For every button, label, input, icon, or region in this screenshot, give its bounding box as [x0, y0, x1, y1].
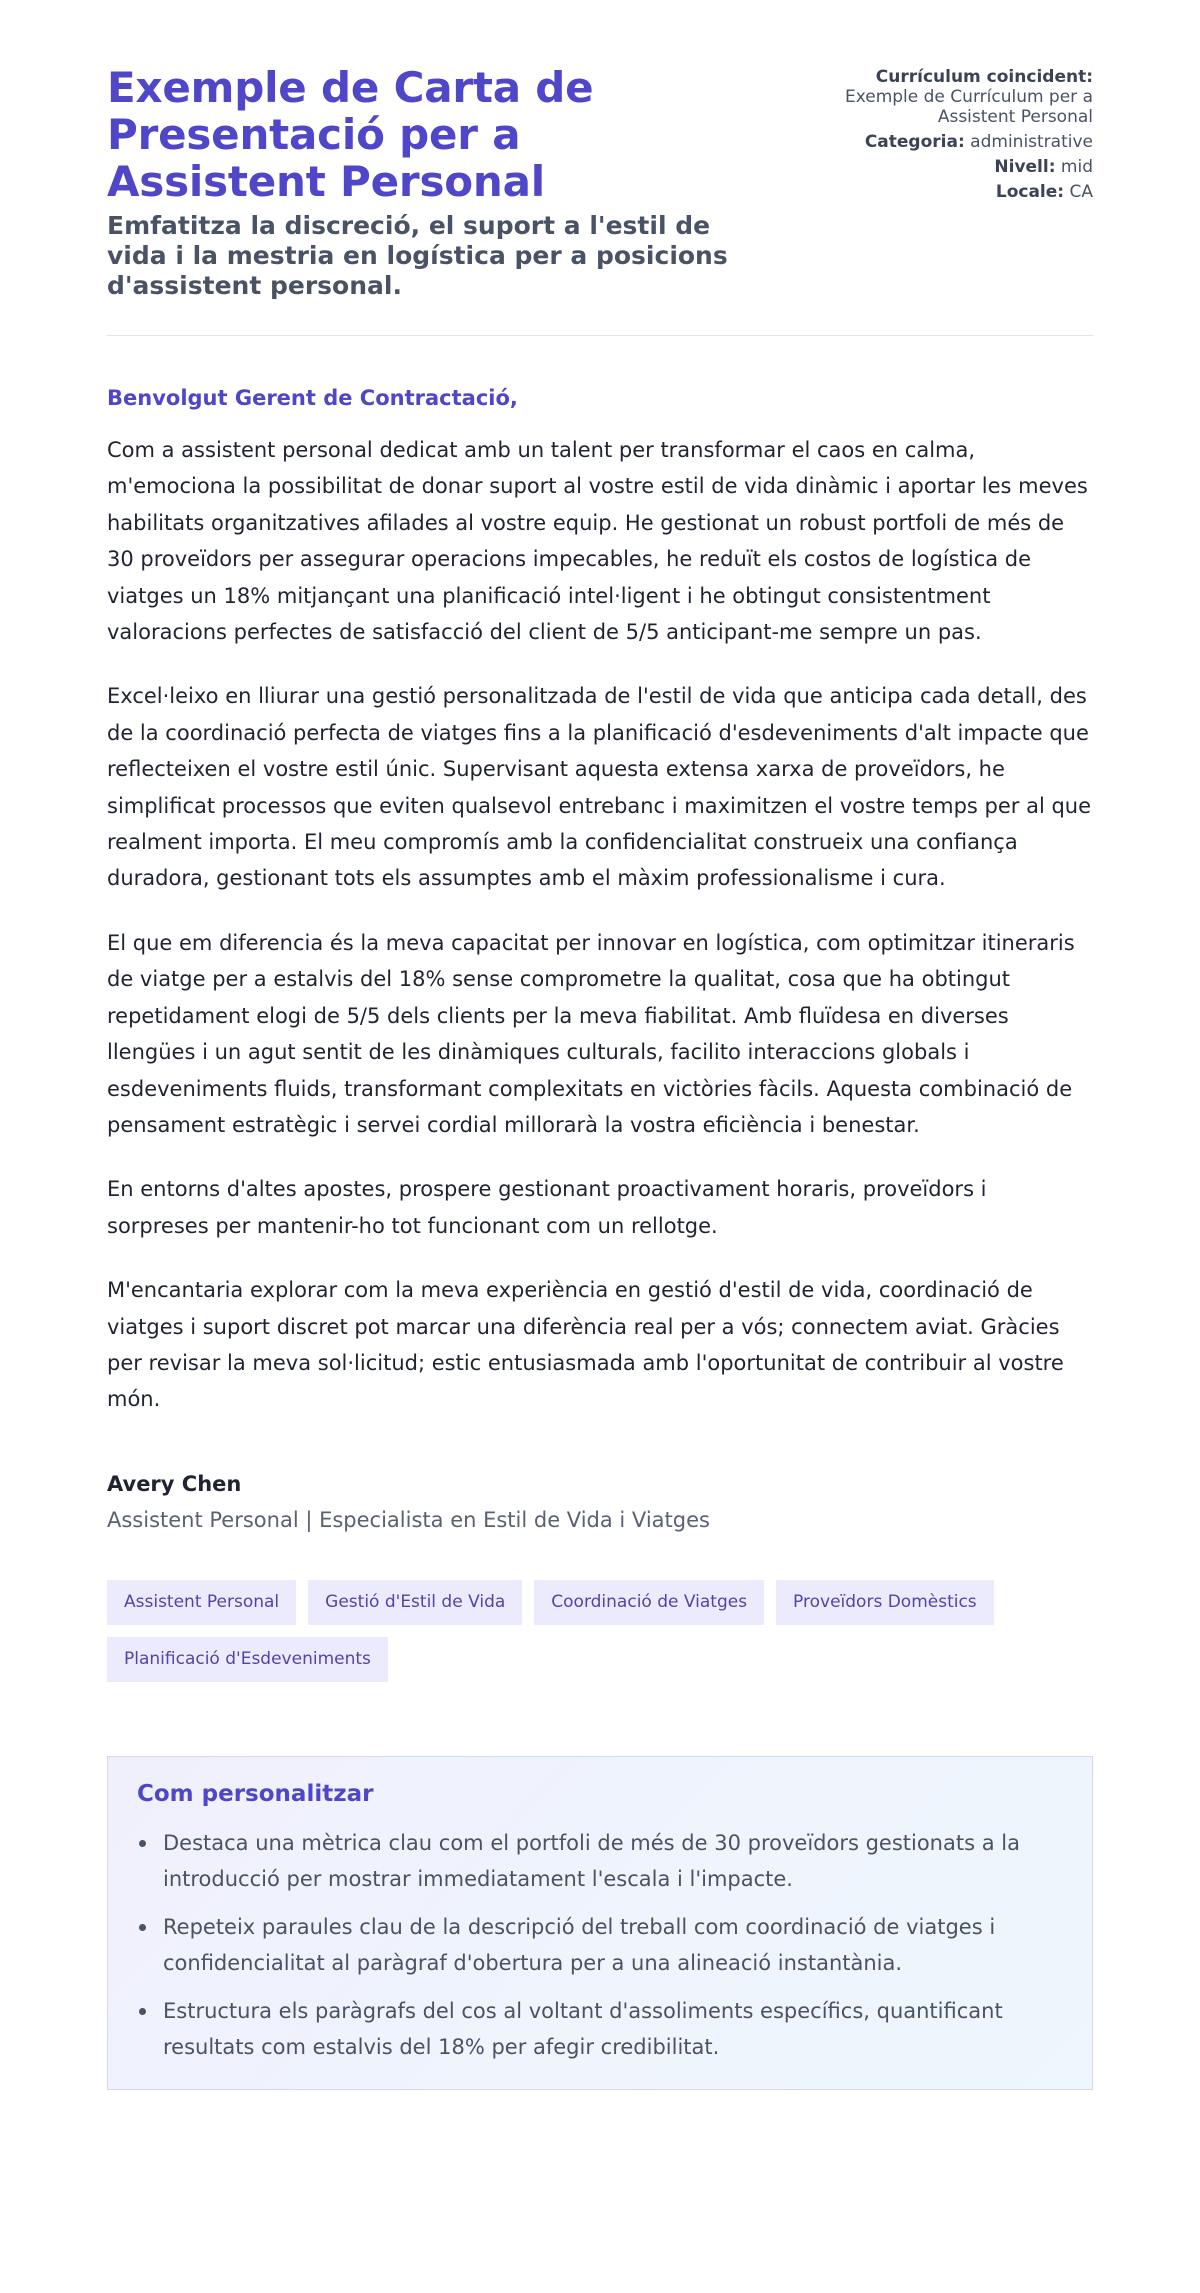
skill-tag: Assistent Personal — [107, 1580, 296, 1625]
page-header — [107, 64, 1093, 336]
meta-panel — [793, 67, 1093, 207]
page-subtitle: Emfatitza la discreció, el suport a l'estil de vida i la mestria en logística per a posicions d'assistent personal. — [107, 211, 728, 300]
header-titles — [107, 64, 747, 301]
skill-tag: Planificació d'Esdeveniments — [107, 1637, 388, 1682]
letter-paragraph: M'encantaria explorar com la meva experiència en gestió d'estil de vida, coordinació de viatges i suport discret pot marcar una diferència real per a vós; connectem aviat. Gràcies per revisar la meva sol·licitud; estic entusiasmada amb l'oportunitat de contribuir al vostre món. — [107, 1278, 1064, 1412]
meta-category — [793, 132, 1093, 152]
meta-locale-value: CA — [1069, 182, 1093, 202]
meta-locale-label: Locale: — [995, 182, 1065, 202]
tips-list — [137, 1825, 1063, 2065]
skill-tag: Gestió d'Estil de Vida — [308, 1580, 522, 1625]
letter-salutation: Benvolgut Gerent de Contractació, — [107, 386, 518, 410]
signature-title: Assistent Personal | Especialista en Estil de Vida i Viatges — [107, 1507, 710, 1532]
page-title: Exemple de Carta de Presentació per a Assistent Personal — [107, 63, 594, 206]
letter-paragraph: Com a assistent personal dedicat amb un talent per transformar el caos en calma, m'emociona la possibilitat de donar suport al vostre estil de vida dinàmic i aportar les meves habilitats organitzatives afilades al vostre equip. He gestionat un robust portfoli de més de 30 proveïdors per assegurar operacions impecables, he reduït els costos de logística de viatges un 18% mitjançant una planificació intel·ligent i he obtingut consistentment valoracions perfectes de satisfacció del client de 5/5 anticipant-me sempre un pas. — [107, 438, 1088, 645]
tip-item: Destaca una mètrica clau com el portfoli de més de 30 proveïdors gestionats a la introducció per mostrar immediatament l'escala i l'impacte. — [137, 1825, 1063, 1897]
customization-tips — [107, 1756, 1093, 2090]
tip-item: Estructura els paràgrafs del cos al voltant d'assoliments específics, quantificant resultats com estalvis del 18% per afegir credibilitat. — [137, 1993, 1063, 2065]
tip-item: Repeteix paraules clau de la descripció del treball com coordinació de viatges i confidencialitat al paràgraf d'obertura per a una alineació instantània. — [137, 1909, 1063, 1981]
letter-paragraph: Excel·leixo en lliurar una gestió personalitzada de l'estil de vida que anticipa cada detall, des de la coordinació perfecta de viatges fins a la planificació d'esdeveniments d'alt impacte que reflecteixen el vostre estil únic. Supervisant aquesta extensa xarxa de proveïdors, he simplificat processos que eviten qualsevol entrebanc i maximitzen el vostre temps per al que realment importa. El meu compromís amb la confidencialitat construeix una confiança duradora, gestionant tots els assumptes amb el màxim professionalisme i cura. — [107, 684, 1092, 891]
signature-name: Avery Chen — [107, 1471, 242, 1496]
meta-category-value: administrative — [970, 132, 1093, 152]
signature-block — [107, 1472, 1093, 1532]
meta-resume — [793, 67, 1093, 127]
letter-paragraph: En entorns d'altes apostes, prospere gestionant proactivament horaris, proveïdors i sorpreses per mantenir-ho tot funcionant com un rellotge. — [107, 1177, 987, 1238]
tips-heading: Com personalitzar — [137, 1780, 374, 1807]
skill-tag: Coordinació de Viatges — [534, 1580, 764, 1625]
letter-paragraph: El que em diferencia és la meva capacitat per innovar en logística, com optimitzar itineraris de viatge per a estalvis del 18% sense comprometre la qualitat, cosa que ha obtingut repetidament elogi de 5/5 dels clients per la meva fiabilitat. Amb fluïdesa en diverses llengües i un agut sentit de les dinàmiques culturals, facilito interaccions globals i esdeveniments fluids, transformant complexitats en victòries fàcils. Aquesta combinació de pensament estratègic i servei cordial millorarà la vostra eficiència i benestar. — [107, 930, 1075, 1137]
meta-locale — [793, 182, 1093, 202]
meta-resume-value: Exemple de Currículum per a Assistent Personal — [844, 87, 1093, 127]
meta-level — [793, 157, 1093, 177]
skill-tags — [107, 1580, 1007, 1682]
meta-level-label: Nivell: — [994, 157, 1056, 177]
letter-body — [107, 432, 1093, 1418]
meta-category-label: Categoria: — [864, 132, 965, 152]
meta-resume-label: Currículum coincident: — [875, 67, 1093, 87]
skill-tag: Proveïdors Domèstics — [776, 1580, 994, 1625]
meta-level-value: mid — [1060, 157, 1093, 177]
